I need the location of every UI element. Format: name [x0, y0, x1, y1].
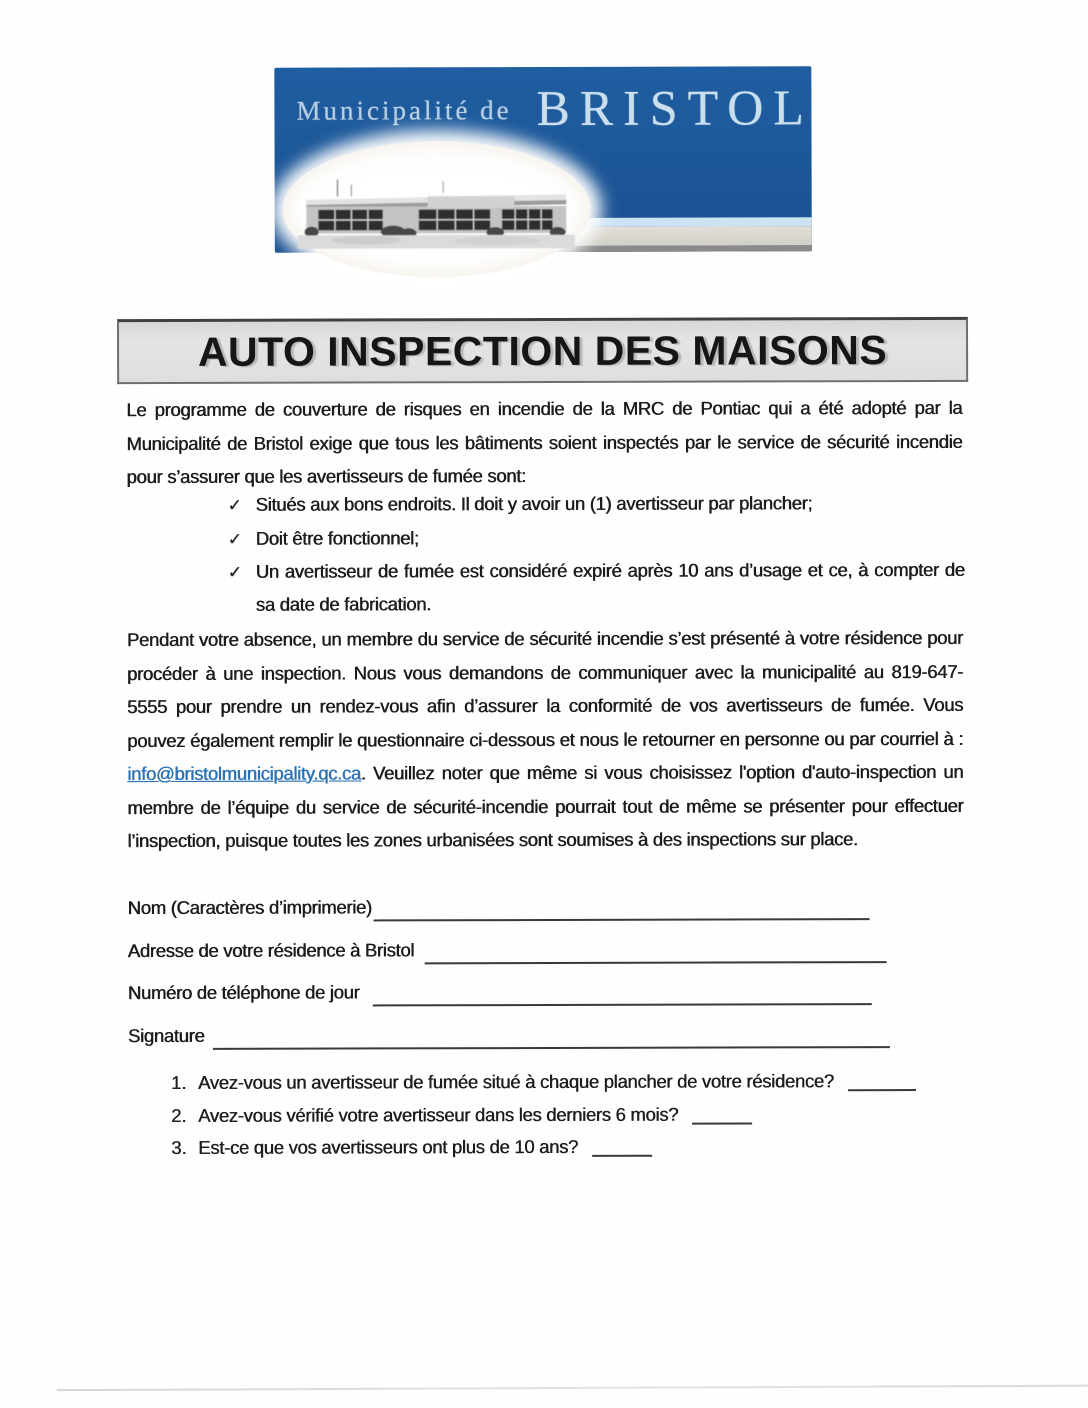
form-field-phone	[128, 975, 872, 1007]
body-text-after-link: . Veuillez noter que même si vous choisissez l'option d'auto-inspection un membre de l’équipe du service de sécurité-incendie pourrait tout de même se présenter pour effectuer l’inspection, puisque toutes les zones urbanisées sont soumises à des inspections sur place.	[127, 760, 964, 852]
stripe-gray	[559, 226, 812, 246]
name-field-label: Nom (Caractères d’imprimerie)	[127, 896, 372, 919]
form-field-signature	[128, 1018, 890, 1050]
question-text: Avez-vous vérifié votre avertisseur dans les derniers 6 mois?	[198, 1103, 679, 1126]
logo-org-prefix: Municipalité de	[296, 95, 512, 126]
title-banner	[117, 317, 968, 384]
form-field-name	[127, 890, 869, 922]
checklist-item-text: Un avertisseur de fumée est considéré expiré après 10 ans d’usage et ce, à compter de sa date de fabrication.	[255, 558, 965, 615]
address-fill-line	[425, 937, 887, 964]
questionnaire	[171, 1065, 1001, 1165]
checklist-item-text: Doit être fonctionnel;	[255, 526, 419, 549]
municipal-building-image	[298, 174, 575, 259]
question-number: 1.	[170, 1071, 187, 1093]
answer-fill-line	[592, 1155, 652, 1157]
municipal-building-oval	[283, 141, 591, 278]
name-fill-line	[374, 894, 870, 921]
question-row	[171, 1130, 1001, 1165]
question-text: Avez-vous un avertisseur de fumée situé à chaque plancher de votre résidence?	[197, 1070, 834, 1093]
checklist-item	[228, 520, 965, 555]
phone-field-label: Numéro de téléphone de jour	[127, 981, 360, 1004]
stripe-dark	[559, 245, 812, 252]
question-number: 2.	[171, 1104, 187, 1126]
body-paragraph	[127, 621, 964, 858]
form-field-address	[128, 933, 887, 965]
address-field-label: Adresse de votre résidence à Bristol	[127, 939, 415, 962]
municipality-logo	[274, 66, 814, 252]
email-link[interactable]: info@bristolmunicipality.qc.ca	[127, 762, 361, 785]
signature-fill-line	[212, 1022, 890, 1050]
answer-fill-line	[848, 1089, 916, 1091]
question-text: Est-ce que vos avertisseurs ont plus de 10 ans?	[198, 1135, 578, 1158]
checkmark-icon: ✓	[227, 495, 242, 515]
signature-field-label: Signature	[127, 1024, 205, 1047]
question-row	[171, 1097, 1001, 1132]
checklist-item-text: Situés aux bons endroits. Il doit y avoir un (1) avertisseur par plancher;	[255, 492, 813, 515]
answer-fill-line	[692, 1122, 752, 1124]
smoke-alarm-checklist	[227, 487, 964, 621]
body-text-before-link: Pendant votre absence, un membre du service de sécurité incendie s’est présenté à votre résidence pour procéder à une inspection. Nous vous demandons de communiquer avec la municipalité au 819-647-5555 pour prendre un rendez-vous afin d’assurer la conformité de vos avertisseurs de fumée. Vous pouvez également remplir le questionnaire ci-dessous et nous le retourner en personne ou par courriel à :	[126, 626, 964, 751]
scan-artifact-line	[57, 1385, 1088, 1392]
page-title: AUTO INSPECTION DES MAISONS	[197, 326, 888, 375]
logo-org-name: BRISTOL	[536, 79, 814, 137]
checkmark-icon: ✓	[227, 529, 242, 549]
phone-fill-line	[372, 979, 872, 1006]
checklist-item	[228, 554, 965, 621]
question-row	[171, 1065, 1001, 1100]
checkmark-icon: ✓	[227, 562, 242, 582]
question-number: 3.	[171, 1136, 187, 1158]
logo-decorative-stripes	[559, 217, 812, 252]
intro-paragraph: Le programme de couverture de risques en incendie de la MRC de Pontiac qui a été adopté par la Municipalité de Bristol exige que tous les bâtiments soient inspectés par le service de sécurité incendie pour s’assurer que les avertisseurs de fumée sont:	[126, 396, 963, 488]
checklist-item	[227, 487, 964, 522]
